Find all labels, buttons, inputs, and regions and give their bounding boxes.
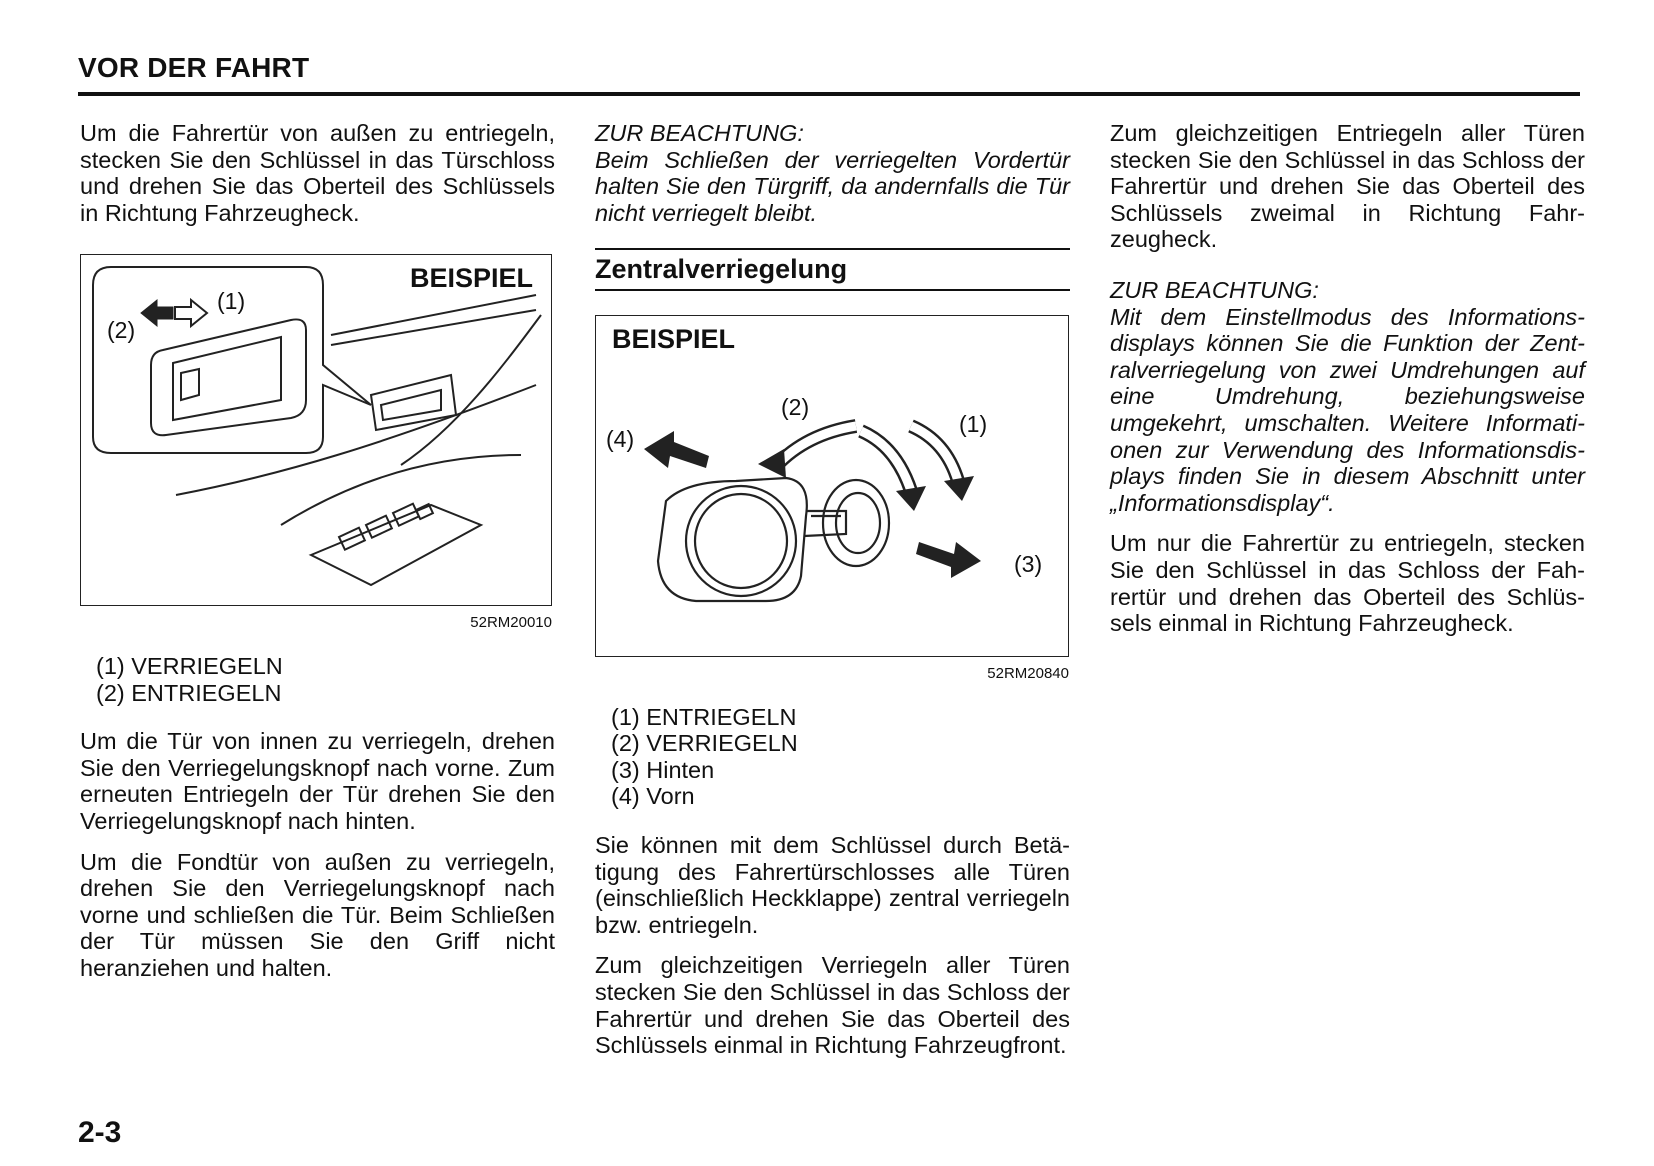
page-header xyxy=(78,52,1578,84)
callout-2: (2) xyxy=(107,317,136,344)
legend-item: (1) ENTRIEGELN xyxy=(611,703,797,730)
figure-label: BEISPIEL xyxy=(612,323,736,354)
note-text: Mit dem Einstellmodus des Informationsdisplays können Sie die Funktion der Zentralverriegelung von zwei Umdrehungen auf eine Umdrehung, beziehungsweise umgekehrt, umschalten. Weitere Informationen zur Verwendung des Informationsdisplays finden Sie in diesem Abschnitt unter „Informationsdisplay“. xyxy=(1110,303,1585,516)
figure-label: BEISPIEL xyxy=(410,263,534,294)
callout-3: (3) xyxy=(1014,550,1043,577)
figure-code: 52RM20840 xyxy=(987,664,1069,682)
figure-legend xyxy=(96,653,555,706)
figure-key-lock xyxy=(595,315,1069,657)
callout-2: (2) xyxy=(781,393,810,420)
paragraph-unlock-all: Zum gleichzeitigen Entriegeln aller Türen stecken Sie den Schlüssel in das Schloss der Fahrertür und drehen Sie das Oberteil des Schlüssels zweimal in Richtung Fahrzeugheck. xyxy=(1110,120,1585,253)
note-text: Beim Schließen der verriegelten Vordertür halten Sie den Türgriff, da andernfalls die Tür nicht verriegelt bleibt. xyxy=(595,146,1070,226)
header-rule xyxy=(78,92,1580,96)
legend-item: (2) VERRIEGELN xyxy=(611,730,798,757)
figure-door-handle xyxy=(80,254,552,606)
page-number: 2-3 xyxy=(78,1116,122,1149)
paragraph-lock-inside: Um die Tür von innen zu verriegeln, drehen Sie den Verriegelungsknopf nach vorne. Zum erneuten Entriegeln der Tür drehen Sie den Verriegelungsknopf nach hinten. xyxy=(80,728,555,834)
column-3 xyxy=(1110,120,1585,651)
note-box xyxy=(595,120,1070,226)
callout-1: (1) xyxy=(217,288,246,315)
section-title: Zentralverriegelung xyxy=(595,248,1070,291)
legend-item: (1) VERRIEGELN xyxy=(96,652,283,679)
note-title: ZUR BEACHTUNG: xyxy=(1110,276,1319,303)
paragraph-rear-door: Um die Fondtür von außen zu verriegeln, drehen Sie den Verriegelungsknopf nach vorne und schließen die Tür. Beim Schließen der Tür müssen Sie den Griff nicht heranziehen und halten. xyxy=(80,848,555,981)
figure-code: 52RM20010 xyxy=(470,614,552,632)
callout-1: (1) xyxy=(959,410,988,437)
legend-item: (2) ENTRIEGELN xyxy=(96,679,282,706)
key-lock-illustration xyxy=(596,316,1068,656)
figure-legend xyxy=(611,704,1070,810)
legend-item: (4) Vorn xyxy=(611,783,695,810)
paragraph-unlock-driver: Um nur die Fahrertür zu entriegeln, stecken Sie den Schlüssel in das Schloss der Fahrertür und drehen das Oberteil des Schlüssels einmal in Richtung Fahrzeugheck. xyxy=(1110,530,1585,637)
column-1 xyxy=(80,120,555,996)
note-title: ZUR BEACHTUNG: xyxy=(595,120,804,146)
column-2 xyxy=(595,120,1070,1073)
paragraph-lock-all: Zum gleichzeitigen Verriegeln aller Türen stecken Sie den Schlüssel in das Schloss der Fahrertür und drehen Sie das Oberteil des Schlüssels einmal in Richtung Fahrzeugfront. xyxy=(595,952,1070,1059)
note-box xyxy=(1110,277,1585,516)
paragraph-unlock-outside: Um die Fahrertür von außen zu entriegeln, stecken Sie den Schlüssel in das Türschloss und drehen Sie das Oberteil des Schlüssels in Richtung Fahrzeugheck. xyxy=(80,120,555,226)
legend-item: (3) Hinten xyxy=(611,756,715,783)
door-handle-illustration xyxy=(81,255,551,605)
callout-4: (4) xyxy=(606,425,635,452)
paragraph-central-locking: Sie können mit dem Schlüssel durch Betätigung des Fahrertürschlosses alle Türen (einschließlich Heckklappe) zentral verriegeln bzw. entriegeln. xyxy=(595,831,1070,938)
page-header-title: VOR DER FAHRT xyxy=(78,52,310,83)
